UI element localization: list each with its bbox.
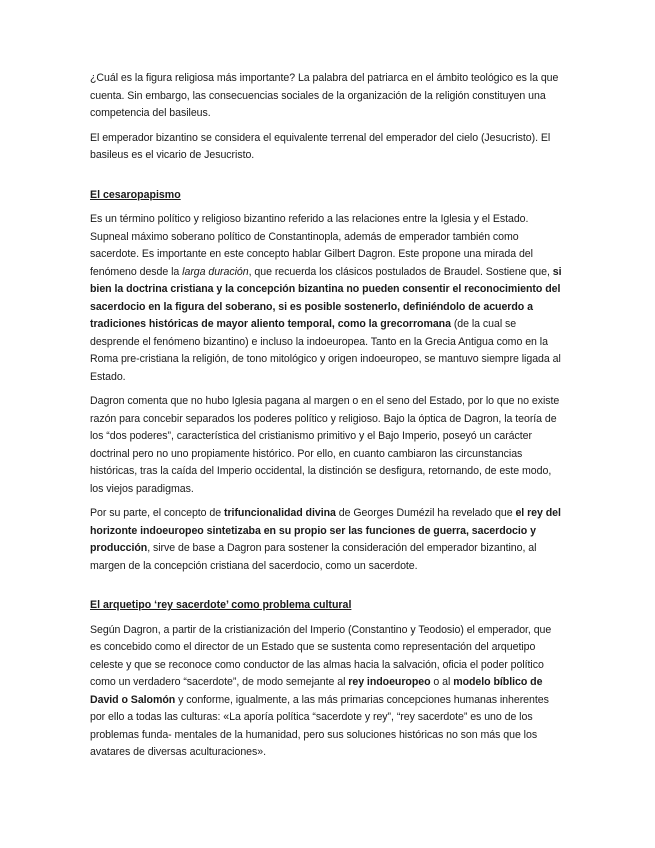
text-run: y conforme, igualmente, a las más primarias concepciones humanas inherentes por ello a todas las culturas: «La aporía política “sacerdote y rey”, “rey sacerdote” es uno de los problemas funda- mentales de la humanidad, pero sus soluciones históricas no son más que los avatares de diversas aculturaciones». — [90, 693, 549, 758]
intro-paragraph-2: El emperador bizantino se considera el equivalente terrenal del emperador del cielo (Jesucristo). El basileus es el vicario de Jesucristo. — [90, 131, 551, 161]
italic-text: larga duración — [182, 265, 249, 278]
document-page — [90, 70, 562, 762]
text-run: Según Dagron, a partir de la cristianización del Imperio (Constantino y Teodosio) el emperador, que es concebido como el director de un Estado que se sustenta como representación del arquetipo celeste y que se reconoce como conductor de las almas hacia la salvación, oficia el poder político como un verdadero “sacerdote”, de modo semejante al — [90, 623, 552, 688]
bold-text: rey indoeuropeo — [348, 676, 431, 688]
text-run: de Georges Dumézil ha revelado que — [335, 507, 516, 519]
text-run: , que recuerda los clásicos postulados de Braudel. Sostiene que, — [248, 265, 553, 278]
bold-text: si bien la doctrina cristiana y la concepción bizantina no pueden consentir el reconocimiento del sacerdocio en la figura del soberano, si es posible sostenerlo, definiéndolo de acuerdo a tradiciones históricas de mayor aliento temporal, como la grecorromana — [90, 265, 562, 330]
section-heading-cesaropapismo: El cesaropapismo — [90, 188, 181, 201]
text-run: , sirve de base a Dagron para sostener la consideración del emperador bizantino, al margen de la concepción cristiana del sacerdocio, como un sacerdote. — [90, 542, 537, 572]
section-heading-arquetipo: El arquetipo ‘rey sacerdote’ como problema cultural — [90, 599, 352, 611]
cesaropapismo-paragraph-2: Dagron comenta que no hubo Iglesia pagana al margen o en el seno del Estado, por lo que no existe razón para concebir separados los poderes político y religioso. Bajo la óptica de Dagron, la teoría de los “dos poderes”, característica del cristianismo primitivo y el Bajo Imperio, poseyó un carácter doctrinal pero no uno propiamente histórico. Por ello, en cuanto cambiaron las circunstancias históricas, tras la caída del Imperio occidental, la distinción se desfigura, retornando, de este modo, los viejos paradigmas. — [90, 395, 560, 495]
text-run: Por su parte, el concepto de — [90, 507, 224, 519]
cesaropapismo-paragraph-3 — [90, 505, 562, 575]
bold-text: el rey del horizonte indoeuropeo sintetizaba en su propio ser las funciones de guerra, sacerdocio y producción — [90, 507, 561, 554]
text-run: o al — [430, 676, 454, 688]
text-run: Es un término político y religioso bizantino referido a las relaciones entre la Iglesia y el Estado. Supneal máximo soberano político de Constantinopla, además de emperador también como sacerdote. Es importante en este concepto hablar Gilbert Dagron. Este propone una mirada del fenómeno desde la — [90, 213, 533, 278]
bold-text: trifuncionalidad divina — [224, 507, 336, 519]
cesaropapismo-paragraph-1 — [90, 211, 562, 386]
bold-text: modelo bíblico de David o Salomón — [90, 676, 543, 706]
intro-paragraph-1: ¿Cuál es la figura religiosa más importante? La palabra del patriarca en el ámbito teológico es la que cuenta. Sin embargo, las consecuencias sociales de la organización de la religión constituyen una competencia del basileus. — [90, 72, 559, 119]
arquetipo-paragraph-1 — [90, 622, 562, 762]
text-run: (de la cual se desprende el fenómeno bizantino) e incluso la indoeuropea. Tanto en la Grecia Antigua como en la Roma pre-cristiana la religión, de tono mitológico y origen indoeuropeo, se mantuvo siempre ligada al Estado. — [90, 318, 561, 383]
